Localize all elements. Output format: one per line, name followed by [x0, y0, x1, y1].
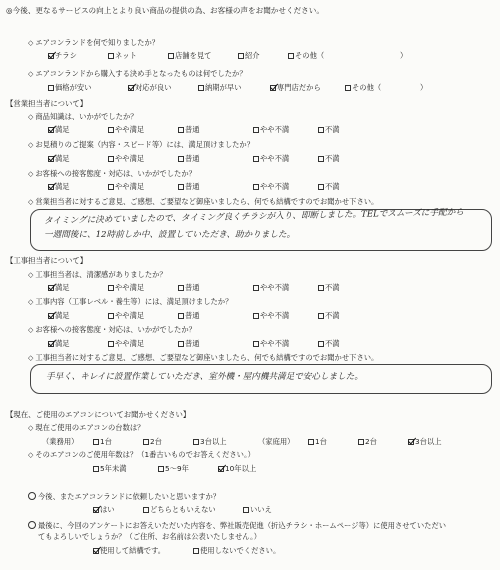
rating-somewhat-dissatisfied[interactable]: やや不満	[253, 312, 289, 319]
checkbox[interactable]	[253, 127, 259, 133]
checkbox[interactable]	[108, 285, 114, 291]
checkbox[interactable]	[253, 341, 259, 347]
rating-dissatisfied[interactable]: 不満	[318, 183, 340, 190]
rating-somewhat-dissatisfied[interactable]: やや不満	[253, 183, 289, 190]
option-cheap[interactable]: 価格が安い	[48, 84, 91, 91]
business-label: （業務用）	[42, 437, 79, 446]
diamond-icon: ◇	[28, 141, 34, 149]
rating-satisfied[interactable]: 満足	[48, 126, 70, 133]
checkbox-checked[interactable]	[48, 285, 54, 291]
checkbox-checked[interactable]	[93, 548, 99, 554]
rating-dissatisfied[interactable]: 不満	[318, 126, 340, 133]
diamond-icon: ◇	[28, 198, 34, 206]
checkbox[interactable]	[253, 313, 259, 319]
business-2[interactable]: 2台	[143, 438, 162, 445]
checkbox[interactable]	[358, 439, 364, 445]
checkbox[interactable]	[108, 156, 114, 162]
checkbox[interactable]	[108, 53, 114, 59]
home-label: （家庭用）	[258, 437, 295, 446]
option-referral[interactable]: 紹介	[238, 52, 260, 59]
checkbox-checked[interactable]	[48, 341, 54, 347]
checkbox[interactable]	[243, 507, 249, 513]
home-3plus[interactable]: 3台以上	[408, 438, 442, 445]
home-1[interactable]: 1台	[308, 438, 327, 445]
years-under5[interactable]: 5年未満	[93, 465, 127, 472]
checkbox[interactable]	[253, 156, 259, 162]
option-other2[interactable]: その他（	[345, 84, 381, 91]
sales-comment-line1: タイミングに決めていましたので、タイミング良くチラシが入り、即断しました。TELでスムーズに手配から	[43, 207, 464, 227]
checkbox[interactable]	[178, 285, 184, 291]
checkbox[interactable]	[108, 184, 114, 190]
checkbox[interactable]	[193, 548, 199, 554]
checkbox[interactable]	[108, 341, 114, 347]
question-usage-permission: 最後に、今回のアンケートにお答えいただいた内容を、弊社販売促進（折込チラシ・ホームページ等）に使用させていただい	[28, 521, 446, 529]
rating-somewhat-dissatisfied[interactable]: やや不満	[253, 155, 289, 162]
question-deciding-factor: ◇ エアコンランドから購入する決め手となったものは何でしたか？	[28, 69, 247, 78]
checkbox[interactable]	[168, 53, 174, 59]
checkbox-checked[interactable]	[48, 53, 54, 59]
checkbox[interactable]	[253, 184, 259, 190]
rating-normal[interactable]: 普通	[178, 155, 200, 162]
rating-satisfied[interactable]: 満足	[48, 183, 70, 190]
checkbox[interactable]	[288, 53, 294, 59]
checkbox[interactable]	[143, 507, 149, 513]
diamond-icon: ◇	[28, 39, 34, 47]
option-fast-delivery[interactable]: 納期が早い	[198, 84, 241, 91]
years-5to9[interactable]: 5～9年	[158, 465, 189, 472]
rating-dissatisfied[interactable]: 不満	[318, 284, 340, 291]
business-3plus[interactable]: 3台以上	[193, 438, 227, 445]
survey-header: ◎今後、更なるサービスの向上とより良い商品の提供の為、お客様の声をお聞かせください。	[6, 6, 324, 15]
question-attitude2: ◇ お客様への接客態度・対応は、いかがでしたか？	[28, 325, 196, 334]
checkbox-checked[interactable]	[128, 85, 134, 91]
checkbox[interactable]	[308, 439, 314, 445]
question-unit-count: ◇ 現在ご使用のエアコンの台数は？	[28, 423, 145, 432]
checkbox[interactable]	[318, 127, 324, 133]
checkbox-checked[interactable]	[48, 184, 54, 190]
other2-close-paren: ）	[420, 83, 428, 92]
checkbox[interactable]	[345, 85, 351, 91]
rating-dissatisfied[interactable]: 不満	[318, 340, 340, 347]
section-title-current: 【現在、ご使用のエアコンについてお聞かせください】	[6, 410, 191, 419]
checkbox-checked[interactable]	[408, 439, 414, 445]
years-10plus[interactable]: 10年以上	[218, 465, 256, 472]
checkbox[interactable]	[238, 53, 244, 59]
rating-somewhat-dissatisfied[interactable]: やや不満	[253, 126, 289, 133]
rating-somewhat-satisfied[interactable]: やや満足	[108, 284, 144, 291]
business-1[interactable]: 1台	[93, 438, 112, 445]
diamond-icon: ◇	[28, 354, 34, 362]
usage-ok[interactable]: 使用して結構です。	[93, 547, 165, 554]
checkbox[interactable]	[108, 127, 114, 133]
rating-dissatisfied[interactable]: 不満	[318, 312, 340, 319]
rating-somewhat-satisfied[interactable]: やや満足	[108, 155, 144, 162]
rating-dissatisfied[interactable]: 不満	[318, 155, 340, 162]
diamond-icon: ◇	[28, 326, 34, 334]
checkbox-checked[interactable]	[48, 156, 54, 162]
checkbox[interactable]	[178, 341, 184, 347]
rating-somewhat-satisfied[interactable]: やや満足	[108, 126, 144, 133]
checkbox-checked[interactable]	[218, 466, 224, 472]
checkbox[interactable]	[318, 313, 324, 319]
question-how-found: ◇ エアコンランドを何で知りましたか？	[28, 38, 160, 47]
rating-somewhat-satisfied[interactable]: やや満足	[108, 340, 144, 347]
checkbox[interactable]	[193, 439, 199, 445]
option-net[interactable]: ネット	[108, 52, 137, 59]
future-neutral[interactable]: どちらともいえない	[143, 506, 216, 513]
other-close-paren: ）	[400, 51, 408, 60]
checkbox[interactable]	[253, 285, 259, 291]
rating-somewhat-satisfied[interactable]: やや満足	[108, 183, 144, 190]
checkbox[interactable]	[178, 156, 184, 162]
checkbox[interactable]	[178, 184, 184, 190]
diamond-icon: ◇	[28, 113, 34, 121]
question-usage-permission-line2: てもよろしいでしょうか？（ご住所、お名前は公表いたしません。）	[38, 532, 261, 541]
future-no[interactable]: いいえ	[243, 506, 272, 513]
rating-normal[interactable]: 普通	[178, 126, 200, 133]
checkbox-checked[interactable]	[93, 507, 99, 513]
question-years: ◇ そのエアコンのご使用年数は？（1番古いものでお答えください。）	[28, 450, 255, 459]
question-work-quality: ◇ 工事内容（工事レベル・養生等）には、満足頂けましたか？	[28, 297, 233, 306]
question-product-knowledge: ◇ 商品知識は、いかがでしたか？	[28, 112, 138, 121]
rating-normal[interactable]: 普通	[178, 183, 200, 190]
checkbox[interactable]	[143, 439, 149, 445]
diamond-icon: ◇	[28, 271, 34, 279]
question-sales-comment: ◇ 営業担当者に対するご意見、ご感想、ご要望など御座いましたら、何でも結構ですのでお聞かせ下さい。	[28, 197, 379, 206]
option-specialist[interactable]: 専門店だから	[270, 84, 321, 91]
option-store[interactable]: 店舗を見て	[168, 52, 211, 59]
question-estimate: ◇ お見積りのご提案（内容・スピード等）には、満足頂けましたか？	[28, 140, 255, 149]
option-flyer[interactable]: チラシ	[48, 52, 77, 59]
checkbox[interactable]	[158, 466, 164, 472]
rating-satisfied[interactable]: 満足	[48, 312, 70, 319]
rating-satisfied[interactable]: 満足	[48, 284, 70, 291]
home-2[interactable]: 2台	[358, 438, 377, 445]
checkbox[interactable]	[108, 313, 114, 319]
checkbox[interactable]	[93, 439, 99, 445]
rating-normal[interactable]: 普通	[178, 340, 200, 347]
checkbox[interactable]	[48, 85, 54, 91]
section-title-sales: 【営業担当者について】	[6, 99, 88, 108]
question-cleanliness: ◇ 工事担当者は、清潔感がありましたか？	[28, 270, 167, 279]
diamond-icon: ◇	[28, 424, 34, 432]
section-title-construction: 【工事担当者について】	[6, 256, 88, 265]
question-attitude: ◇ お客様への接客態度・対応は、いかがでしたか？	[28, 169, 196, 178]
circle-icon	[28, 492, 36, 500]
checkbox[interactable]	[198, 85, 204, 91]
usage-no[interactable]: 使用しないでください。	[193, 547, 280, 554]
rating-somewhat-dissatisfied[interactable]: やや不満	[253, 340, 289, 347]
checkbox[interactable]	[318, 184, 324, 190]
option-good-service[interactable]: 対応が良い	[128, 84, 171, 91]
construction-comment-text: 手早く、キレイに設置作業していただき、室外機・屋内機共満足で安心しました。	[46, 372, 363, 382]
rating-somewhat-satisfied[interactable]: やや満足	[108, 312, 144, 319]
checkbox[interactable]	[178, 313, 184, 319]
sales-comment-line2: 一週間後に、12時前しか中、設置していただき、助かりました。	[44, 230, 296, 240]
diamond-icon: ◇	[28, 170, 34, 178]
option-other[interactable]: その他（	[288, 52, 324, 59]
rating-normal[interactable]: 普通	[178, 312, 200, 319]
future-yes[interactable]: はい	[93, 506, 115, 513]
diamond-icon: ◇	[28, 451, 34, 459]
checkbox[interactable]	[178, 127, 184, 133]
checkbox[interactable]	[93, 466, 99, 472]
circle-icon	[28, 521, 36, 529]
diamond-icon: ◇	[28, 70, 34, 78]
checkbox-checked[interactable]	[48, 313, 54, 319]
checkbox[interactable]	[318, 285, 324, 291]
rating-normal[interactable]: 普通	[178, 284, 200, 291]
question-future: 今後、またエアコンランドに依頼したいと思いますか？	[28, 492, 220, 500]
rating-satisfied[interactable]: 満足	[48, 340, 70, 347]
rating-satisfied[interactable]: 満足	[48, 155, 70, 162]
diamond-icon: ◇	[28, 298, 34, 306]
checkbox[interactable]	[318, 341, 324, 347]
checkbox-checked[interactable]	[48, 127, 54, 133]
question-construction-comment: ◇ 工事担当者に対するご意見、ご感想、ご要望など御座いましたら、何でも結構ですのでお聞かせ下さい。	[28, 353, 379, 362]
checkbox-checked[interactable]	[270, 85, 276, 91]
checkbox[interactable]	[318, 156, 324, 162]
rating-somewhat-dissatisfied[interactable]: やや不満	[253, 284, 289, 291]
